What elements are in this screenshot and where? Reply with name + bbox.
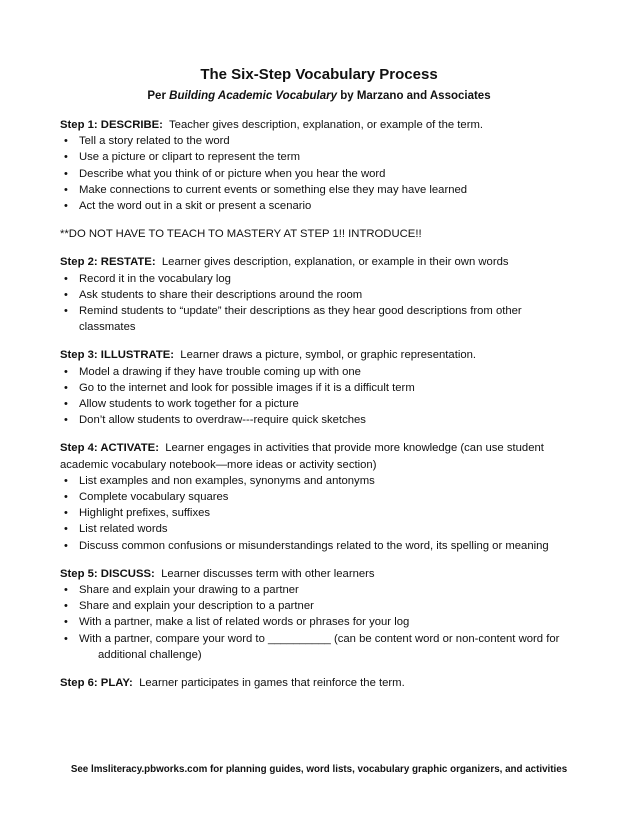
step-3 — [60, 347, 590, 428]
step-heading — [60, 254, 590, 270]
step-description: Teacher gives description, explanation, or example of the term. — [169, 119, 483, 131]
step-heading — [60, 566, 590, 582]
list-item: • Don’t allow students to overdraw---require quick sketches — [60, 412, 590, 428]
step-description: Learner discusses term with other learners — [161, 567, 375, 580]
step-6 — [60, 675, 590, 691]
list-item: • Complete vocabulary squares — [60, 489, 590, 505]
step-5 — [60, 566, 590, 663]
subtitle-book-title: Building Academic Vocabulary — [169, 90, 337, 102]
list-item: • Make connections to current events or something else they may have learned — [60, 182, 590, 198]
subtitle-suffix: by Marzano and Associates — [340, 90, 491, 102]
page-title: The Six-Step Vocabulary Process — [200, 66, 438, 83]
step-label: Step 5: DISCUSS: — [60, 567, 155, 580]
list-item: • Model a drawing if they have trouble coming up with one — [60, 364, 590, 380]
spacer — [60, 554, 590, 566]
list-item: • Share and explain your description to a partner — [60, 598, 590, 614]
list-item: • Go to the internet and look for possible images if it is a difficult term — [60, 380, 590, 396]
list-item: • With a partner, compare your word to __________ (can be content word or non-content word for — [60, 631, 590, 647]
step-description: Learner draws a picture, symbol, or graphic representation. — [180, 349, 477, 362]
step-label: Step 6: PLAY: — [60, 677, 133, 690]
step-heading — [60, 440, 590, 456]
step-description: Learner engages in activities that provide more knowledge (can use student — [165, 442, 544, 455]
step-label: Step 4: ACTIVATE: — [60, 442, 159, 455]
list-item: • Tell a story related to the word — [60, 133, 590, 149]
step-heading — [60, 347, 590, 363]
list-item: • List examples and non examples, synonyms and antonyms — [60, 473, 590, 489]
spacer — [60, 428, 590, 440]
subtitle-prefix: Per — [147, 90, 166, 102]
list-item: • Share and explain your drawing to a partner — [60, 582, 590, 598]
step-list — [60, 133, 590, 214]
step-list — [60, 364, 590, 429]
step-4 — [60, 440, 590, 553]
list-item: • Use a picture or clipart to represent the term — [60, 149, 590, 165]
step-label: Step 1: DESCRIBE: — [60, 119, 163, 131]
note-text: **DO NOT HAVE TO TEACH TO MASTERY AT STEP 1!! INTRODUCE!! — [60, 228, 422, 241]
step-description-continuation: academic vocabulary notebook—more ideas or activity section) — [60, 458, 377, 471]
page-subtitle — [0, 90, 638, 102]
step-description: Learner gives description, explanation, or example in their own words — [161, 256, 509, 269]
list-item: • Record it in the vocabulary log — [60, 271, 590, 287]
step-list — [60, 271, 590, 320]
list-item: • Act the word out in a skit or present a scenario — [60, 198, 590, 214]
spacer — [60, 242, 590, 254]
spacer — [60, 335, 590, 347]
list-item: • Describe what you think of or picture when you hear the word — [60, 166, 590, 182]
step-list — [60, 582, 590, 647]
list-item: • Ask students to share their descriptions around the room — [60, 287, 590, 303]
list-item: • Discuss common confusions or misunderstandings related to the word, its spelling or meaning — [60, 538, 590, 554]
step-list — [60, 473, 590, 554]
step-2 — [60, 254, 590, 335]
list-item: • Highlight prefixes, suffixes — [60, 505, 590, 521]
list-item-continuation: classmates — [79, 321, 136, 334]
list-item-continuation: additional challenge) — [98, 648, 202, 661]
step-label: Step 3: ILLUSTRATE: — [60, 349, 175, 362]
step-heading — [60, 675, 590, 691]
step-1 — [60, 117, 590, 214]
list-item: • With a partner, make a list of related words or phrases for your log — [60, 614, 590, 630]
list-item: • List related words — [60, 521, 590, 537]
footer-note: See lmsliteracy.pbworks.com for planning guides, word lists, vocabulary graphic organizers, and activities — [70, 764, 568, 775]
spacer — [60, 214, 590, 226]
document-body — [60, 117, 590, 691]
step-description: Learner participates in games that reinforce the term. — [139, 677, 405, 690]
spacer — [60, 663, 590, 675]
step-label: Step 2: RESTATE: — [60, 256, 156, 269]
list-item: • Allow students to work together for a picture — [60, 396, 590, 412]
step-heading — [60, 117, 590, 133]
list-item: • Remind students to “update” their descriptions as they hear good descriptions from other — [60, 303, 590, 319]
